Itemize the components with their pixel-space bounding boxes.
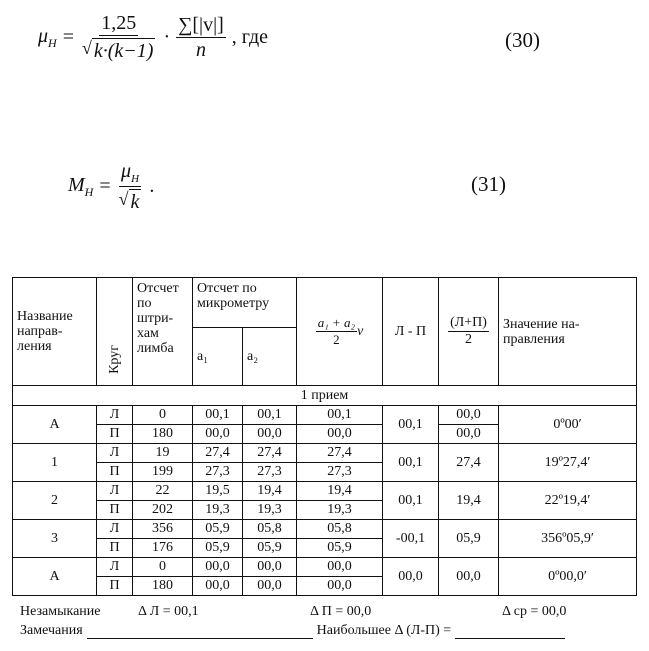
mean-cell: 00,0 xyxy=(297,577,383,596)
limb-cell: 199 xyxy=(133,463,193,482)
direction-name: 2 xyxy=(13,482,97,520)
krug-cell: П xyxy=(97,425,133,444)
mean-cell: 05,8 xyxy=(297,520,383,539)
header-value: Значение на-правления xyxy=(499,278,637,386)
mean-cell: 19,4 xyxy=(297,482,383,501)
header-otschet-micro: Отсчет по микрометру xyxy=(193,278,297,328)
krug-cell: П xyxy=(97,577,133,596)
mean-cell: 27,4 xyxy=(297,444,383,463)
krug-cell: Л xyxy=(97,406,133,425)
table-row xyxy=(13,558,637,577)
limb-cell: 22 xyxy=(133,482,193,501)
direction-name: 1 xyxy=(13,444,97,482)
a1-cell: 00,1 xyxy=(193,406,243,425)
a2-cell: 27,4 xyxy=(243,444,297,463)
delta-cp: Δ ср = 00,0 xyxy=(502,604,567,619)
limb-cell: 176 xyxy=(133,539,193,558)
value-cell: 356º05,9′ xyxy=(499,520,637,558)
table-row xyxy=(13,482,637,501)
direction-name: А xyxy=(13,558,97,596)
a2-cell: 00,1 xyxy=(243,406,297,425)
table-row xyxy=(13,406,637,425)
a1-cell: 19,5 xyxy=(193,482,243,501)
mean-cell: 00,0 xyxy=(297,558,383,577)
a2-cell: 00,0 xyxy=(243,425,297,444)
equals-sign: = xyxy=(62,26,74,48)
header-a2: a₂ xyxy=(243,328,297,386)
value-cell: 19º27,4′ xyxy=(499,444,637,482)
limb-cell: 0 xyxy=(133,558,193,577)
delta-l: Δ Л = 00,1 xyxy=(138,604,199,619)
equation-number-30: (30) xyxy=(505,28,540,52)
lp-cell: 00,1 xyxy=(383,406,439,444)
a2-cell: 00,0 xyxy=(243,558,297,577)
remarks-label: Замечания xyxy=(20,623,83,638)
limb-cell: 202 xyxy=(133,501,193,520)
header-lp: Л - П xyxy=(383,278,439,386)
limb-cell: 180 xyxy=(133,577,193,596)
direction-name: А xyxy=(13,406,97,444)
table-row xyxy=(13,444,637,463)
direction-name: 3 xyxy=(13,520,97,558)
krug-cell: Л xyxy=(97,558,133,577)
limb-cell: 19 xyxy=(133,444,193,463)
krug-cell: Л xyxy=(97,482,133,501)
lpp-cell: 00,0 xyxy=(439,558,499,596)
a2-cell: 00,0 xyxy=(243,577,297,596)
a1-cell: 00,0 xyxy=(193,425,243,444)
observations-table xyxy=(12,277,637,596)
limb-cell: 180 xyxy=(133,425,193,444)
mu-symbol: $\mu_Н$ xyxy=(38,24,57,50)
value-cell: 0º00′ xyxy=(499,406,637,444)
krug-cell: Л xyxy=(97,444,133,463)
mean-cell: 00,0 xyxy=(297,425,383,444)
mean-cell: 19,3 xyxy=(297,501,383,520)
lp-cell: 00,1 xyxy=(383,482,439,520)
a1-cell: 19,3 xyxy=(193,501,243,520)
formula-30-tail: , где xyxy=(231,26,268,48)
value-cell: 22º19,4′ xyxy=(499,482,637,520)
lpp-cell: 00,0 xyxy=(439,406,499,425)
limb-cell: 0 xyxy=(133,406,193,425)
lpp-cell: 05,9 xyxy=(439,520,499,558)
mean-cell: 05,9 xyxy=(297,539,383,558)
krug-cell: П xyxy=(97,463,133,482)
closure-line xyxy=(20,604,620,620)
krug-cell: П xyxy=(97,501,133,520)
a1-cell: 00,0 xyxy=(193,558,243,577)
value-cell: 0º00,0′ xyxy=(499,558,637,596)
equation-number-31: (31) xyxy=(471,172,506,196)
header-mean: $\frac{\text{a₁ + a₂}}{2}$ ν xyxy=(297,278,383,386)
a2-cell: 05,9 xyxy=(243,539,297,558)
lpp-cell: 27,4 xyxy=(439,444,499,482)
a1-cell: 05,9 xyxy=(193,520,243,539)
mean-cell: 00,1 xyxy=(297,406,383,425)
mu-over-sqrt-k: $\mu_Н$ √ k xyxy=(118,160,140,213)
dot-operator: · xyxy=(163,26,171,48)
delta-p: Δ П = 00,0 xyxy=(310,604,372,619)
nezamyk-label: Незамыкание xyxy=(20,604,101,619)
max-delta-blank[interactable] xyxy=(455,623,565,639)
a1-cell: 27,3 xyxy=(193,463,243,482)
a2-cell: 27,3 xyxy=(243,463,297,482)
header-otschet-limb: Отсчет по штри-хам лимба xyxy=(133,278,193,386)
formula-30 xyxy=(38,12,268,63)
krug-cell: Л xyxy=(97,520,133,539)
a2-cell: 05,8 xyxy=(243,520,297,539)
sum-fraction: $\frac{\sum[|v|]}{n}$ xyxy=(178,13,224,61)
lpp-cell: 00,0 xyxy=(439,425,499,444)
krug-cell: П xyxy=(97,539,133,558)
table-row xyxy=(13,520,637,539)
a2-cell: 19,3 xyxy=(243,501,297,520)
lp-cell: -00,1 xyxy=(383,520,439,558)
max-delta-label: Наибольшее Δ (Л-П) = xyxy=(316,623,452,638)
lpp-cell: 19,4 xyxy=(439,482,499,520)
limb-cell: 356 xyxy=(133,520,193,539)
remarks-blank[interactable] xyxy=(87,623,313,639)
header-lpp: $\frac{(Л+П)}{2}$ xyxy=(439,278,499,386)
formula-31-tail: . xyxy=(149,175,155,198)
remarks-line xyxy=(20,623,630,639)
a1-cell: 00,0 xyxy=(193,577,243,596)
a1-cell: 05,9 xyxy=(193,539,243,558)
coef-fraction: 1,25 √ k·(k−1) xyxy=(82,12,154,62)
lp-cell: 00,0 xyxy=(383,558,439,596)
header-name: Название направ-ления xyxy=(13,278,97,386)
header-a1: a₁ xyxy=(193,328,243,386)
lp-cell: 00,1 xyxy=(383,444,439,482)
a1-cell: 27,4 xyxy=(193,444,243,463)
M-symbol: $M_Н$ xyxy=(68,173,94,199)
a2-cell: 19,4 xyxy=(243,482,297,501)
formula-31 xyxy=(68,160,154,214)
section-label: 1 прием xyxy=(13,386,637,406)
equals-sign: = xyxy=(99,175,111,198)
mean-cell: 27,3 xyxy=(297,463,383,482)
header-krug: Круг xyxy=(97,278,133,386)
